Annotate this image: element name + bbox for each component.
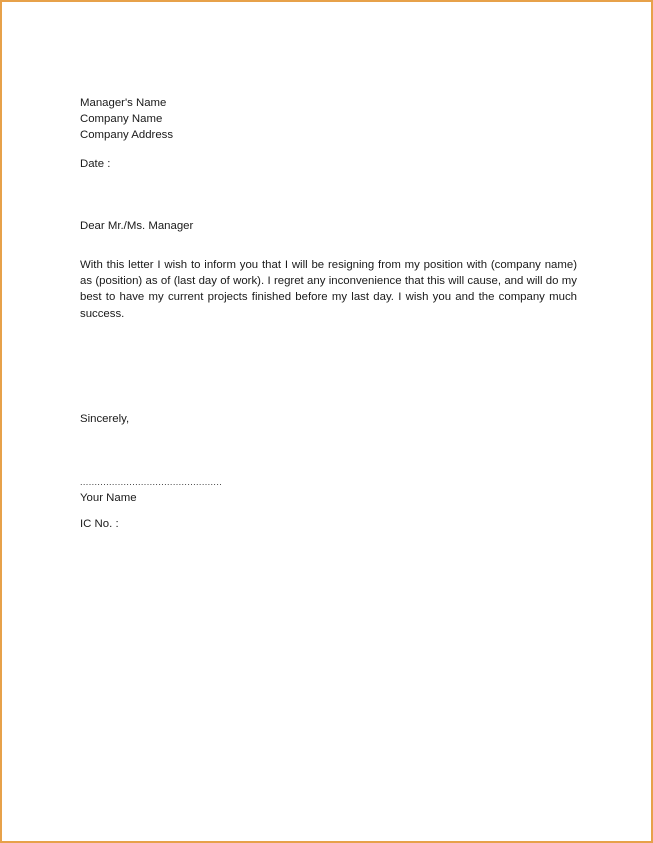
- letter-body: [80, 96, 577, 533]
- recipient-address: Company Address: [80, 128, 174, 141]
- signature-line: .................................................: [80, 476, 223, 487]
- recipient-company: Company Name: [80, 112, 163, 125]
- letter-paragraph: With this letter I wish to inform you that I will be resigning from my position with (company name) as (position) as of (last day of work). I regret any inconvenience that this will cause, and will do my best to have my current projects finished before my last day. I wish you and the company much success.: [80, 258, 577, 320]
- signer-name: Your Name: [80, 491, 137, 504]
- recipient-name: Manager's Name: [80, 97, 167, 109]
- salutation: Dear Mr./Ms. Manager: [80, 220, 194, 233]
- ic-number-label: IC No. :: [80, 518, 119, 531]
- closing: Sincerely,: [80, 412, 130, 425]
- date-label: Date :: [80, 158, 111, 171]
